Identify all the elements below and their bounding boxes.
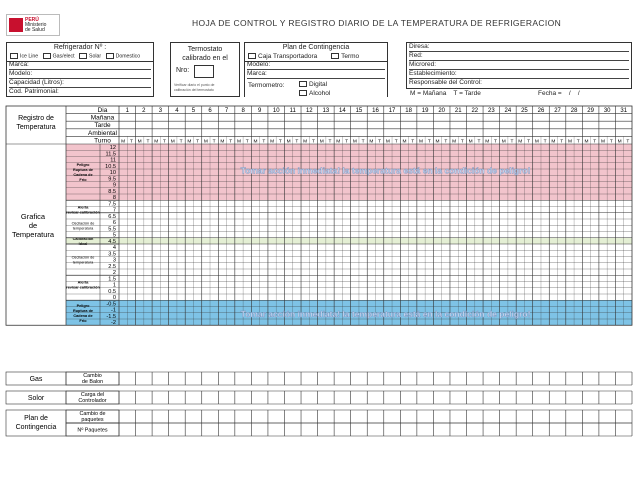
- shift-m: M: [319, 139, 324, 145]
- day-number: 31: [620, 108, 628, 114]
- shift-m: M: [303, 139, 308, 145]
- day-number: 13: [322, 108, 330, 114]
- day-number: 18: [405, 108, 412, 114]
- shift-m: M: [170, 139, 175, 145]
- day-number: 11: [289, 108, 296, 114]
- ideal-band: [66, 238, 632, 244]
- alert-label-bottom: Alerta: [77, 280, 89, 285]
- temp-tick: 9: [112, 182, 116, 189]
- shift-m: M: [137, 139, 142, 145]
- day-number: 12: [305, 108, 313, 114]
- field-red[interactable]: Red:: [409, 52, 629, 61]
- temp-tick: 2.5: [108, 263, 116, 270]
- shift-t: T: [593, 139, 597, 145]
- day-number: 24: [504, 108, 512, 114]
- alert-label-top: Alerta: [77, 205, 89, 210]
- shift-m: M: [534, 139, 539, 145]
- danger-label-top: Frio: [79, 178, 87, 183]
- day-number: 10: [272, 108, 280, 114]
- shift-t: T: [527, 139, 531, 145]
- temp-tick: 1.5: [108, 276, 116, 283]
- shift-m: M: [385, 139, 390, 145]
- calibration-label: Ideal: [78, 241, 88, 246]
- fridge-header: Refrigerador Nº :: [53, 44, 107, 51]
- day-number: 25: [521, 108, 528, 114]
- shift-t: T: [262, 139, 266, 145]
- shift-t: T: [494, 139, 497, 145]
- day-number: 17: [388, 108, 396, 114]
- danger-label-top: Cadena de: [73, 173, 93, 178]
- shift-m: M: [253, 139, 258, 145]
- shift-t: T: [510, 139, 514, 145]
- field-diresa[interactable]: Diresa:: [409, 43, 629, 52]
- shift-t: T: [245, 139, 249, 145]
- option-digital[interactable]: Digital: [299, 81, 327, 88]
- danger-overlay-bottom: Tomar acción inmediata! la temperatura está en la condición de peligro!: [240, 309, 531, 320]
- register-label-2: Temperatura: [16, 124, 56, 131]
- shift-t: T: [311, 139, 315, 145]
- temp-tick: 7.5: [108, 201, 116, 208]
- shift-t: T: [378, 139, 382, 145]
- shift-m: M: [369, 139, 374, 145]
- day-number: 22: [471, 108, 479, 114]
- graph-label-2: de: [28, 221, 38, 230]
- shift-m: M: [601, 139, 606, 145]
- day-number: 4: [175, 108, 179, 114]
- oscillation-label-2: Oscilación de: [71, 255, 95, 260]
- gas-item-2: de Balon: [81, 379, 104, 385]
- day-number: 19: [421, 108, 429, 114]
- day-number: 15: [355, 108, 363, 114]
- day-number: 3: [158, 108, 163, 114]
- shift-m: M: [236, 139, 241, 145]
- temp-tick: 3.5: [108, 251, 116, 258]
- shift-t: T: [560, 139, 564, 145]
- temp-tick: 1: [112, 282, 116, 289]
- page-title: HOJA DE CONTROL Y REGISTRO DIARIO DE LA TEMPERATURA DE REFRIGERACION: [192, 18, 562, 28]
- gas-label: Gas: [29, 376, 43, 383]
- danger-overlay-top: Tomar acción inmediata! la temperatura está en la condición de peligro!: [240, 165, 531, 176]
- temp-tick: 5: [112, 232, 116, 239]
- day-number: 26: [537, 108, 545, 114]
- shift-m: M: [336, 139, 341, 145]
- day-number: 9: [257, 108, 262, 114]
- temp-tick: 6.5: [108, 213, 116, 220]
- shift-t: T: [427, 139, 431, 145]
- thermostat-nro-label: Nro:: [176, 67, 190, 74]
- day-number: 5: [191, 108, 196, 114]
- contingency-marca[interactable]: Marca:: [247, 70, 385, 79]
- plan-item-2: paquetes: [81, 417, 104, 423]
- solar-item-2: Controlador: [78, 398, 107, 404]
- oscillation-label-2: temperatura: [72, 260, 94, 265]
- shift-t: T: [328, 139, 332, 145]
- field-capacidad[interactable]: Capacidad (Litros):: [9, 79, 151, 88]
- danger-label-bottom: Peligro: [76, 303, 90, 308]
- solar-label: Solor: [27, 395, 45, 402]
- alert-label-top: revisar calibración: [66, 210, 100, 215]
- shift-t: T: [543, 139, 547, 145]
- plan-label: Plan de: [24, 415, 48, 422]
- shift-m: M: [435, 139, 440, 145]
- shift-m: M: [121, 139, 126, 145]
- plan-item: Nº Paquetes: [77, 427, 108, 434]
- day-number: 7: [224, 108, 229, 114]
- shift-t: T: [146, 139, 150, 145]
- danger-label-top: Ruptura de: [72, 168, 94, 173]
- header-row-label: Turno: [94, 137, 111, 145]
- temp-tick: 4.5: [108, 238, 116, 245]
- temp-tick: 7: [112, 207, 116, 214]
- shift-m: M: [187, 139, 192, 145]
- shift-m: M: [584, 139, 589, 145]
- day-number: 2: [142, 108, 146, 114]
- temp-tick: 6: [112, 220, 116, 226]
- contingency-options: Caja Transportadora Termo: [248, 53, 359, 60]
- temp-tick: 11.5: [105, 151, 116, 158]
- field-modelo[interactable]: Modelo:: [9, 70, 151, 79]
- logo-text: PERÚ Ministerio de Salud: [25, 17, 47, 33]
- shift-m: M: [518, 139, 523, 145]
- danger-label-top: Peligro: [76, 163, 90, 168]
- day-number: 20: [438, 108, 446, 114]
- thermostat-note: Verificar diario el punto de calibración del termostato: [174, 83, 215, 92]
- temp-tick: -2: [111, 320, 116, 326]
- date-field[interactable]: Fecha = / /: [538, 90, 580, 97]
- temp-tick: 4: [112, 245, 116, 251]
- temp-tick: 11: [110, 157, 116, 164]
- contingency-header: Plan de Contingencia: [282, 44, 350, 51]
- shift-t: T: [179, 139, 183, 145]
- day-number: 16: [372, 108, 379, 114]
- field-microred[interactable]: Microred:: [409, 61, 629, 70]
- shift-m: M: [468, 139, 473, 145]
- field-establecimiento[interactable]: Establecimiento:: [409, 70, 629, 79]
- shift-m: M: [286, 139, 291, 145]
- temp-tick: 2: [112, 270, 116, 276]
- temp-tick: -1: [111, 307, 116, 314]
- gas-item: Cambio: [83, 373, 102, 379]
- shift-t: T: [394, 139, 398, 145]
- danger-label-bottom: Frio: [79, 318, 87, 323]
- shift-t: T: [626, 139, 630, 145]
- shift-m: M: [501, 139, 506, 145]
- shift-m: M: [402, 139, 407, 145]
- day-number: 8: [241, 108, 245, 114]
- temp-tick: 8.5: [108, 188, 116, 195]
- temp-tick: -1.5: [106, 313, 116, 320]
- temp-tick: -0.5: [106, 301, 116, 308]
- header-row-label: Mañana: [90, 114, 115, 122]
- shift-m: M: [617, 139, 622, 145]
- temp-tick: 10.5: [105, 163, 116, 170]
- day-number: 23: [487, 108, 495, 114]
- contingency-modelo[interactable]: Modelo:: [247, 61, 385, 70]
- graph-label: Grafica: [20, 212, 46, 221]
- solar-item: Carga del: [80, 392, 105, 398]
- temp-tick: 12: [109, 145, 116, 151]
- oscillation-label: temperatura: [72, 226, 94, 231]
- temp-tick: 9.5: [108, 176, 116, 183]
- day-number: 29: [587, 108, 594, 114]
- plan-label-box: [6, 410, 66, 436]
- shift-t: T: [444, 139, 448, 145]
- thermometer-label: Termometro:: [248, 82, 285, 89]
- shift-t: T: [129, 139, 133, 145]
- shift-m: M: [220, 139, 225, 145]
- shift-t: T: [163, 139, 166, 145]
- shift-t: T: [411, 139, 415, 145]
- field-marca[interactable]: Marca:: [9, 61, 151, 70]
- danger-label-bottom: Ruptura de: [72, 308, 94, 313]
- day-number: 1: [125, 108, 129, 114]
- field-responsable[interactable]: Responsable del Control:: [409, 79, 482, 86]
- shift-t: T: [345, 139, 349, 145]
- alert-label-bottom: revisar calibración: [66, 285, 100, 290]
- day-number: 30: [603, 108, 611, 114]
- shift-m: M: [567, 139, 572, 145]
- day-number: 27: [554, 108, 561, 114]
- thermostat-title: Termostato calibrado en el: [182, 46, 228, 62]
- shift-legend: M = Mañana T = Tarde: [410, 90, 481, 97]
- shift-t: T: [361, 139, 365, 145]
- fridge-types: Ice Line Gas/elect Solar Domestico: [10, 53, 140, 60]
- day-number: 6: [208, 108, 212, 114]
- shift-t: T: [576, 139, 580, 145]
- shift-m: M: [419, 139, 424, 145]
- shift-m: M: [485, 139, 490, 145]
- shift-t: T: [196, 139, 200, 145]
- temp-tick: 3: [112, 257, 116, 264]
- plan-label-2: Contingencia: [15, 424, 57, 431]
- calibration-label: Calibración: [72, 236, 94, 241]
- header-row-label: Ambiental: [88, 129, 117, 137]
- shift-t: T: [477, 139, 481, 145]
- shift-t: T: [278, 139, 282, 145]
- shift-m: M: [352, 139, 357, 145]
- field-cod-patrimonial[interactable]: Cod. Patrimonial:: [9, 88, 59, 95]
- shift-m: M: [203, 139, 208, 145]
- day-number: 21: [454, 108, 462, 114]
- shift-t: T: [229, 139, 233, 145]
- temp-tick: 5.5: [108, 226, 116, 233]
- danger-label-bottom: Cadena de: [73, 313, 93, 318]
- shift-t: T: [609, 139, 613, 145]
- shift-m: M: [452, 139, 457, 145]
- temp-tick: 0: [112, 295, 116, 301]
- day-number: 14: [339, 108, 346, 114]
- header-row-label: Tarde: [94, 122, 111, 130]
- shift-m: M: [270, 139, 275, 145]
- oscillation-label: Oscilación de: [71, 221, 95, 226]
- day-number: 28: [570, 108, 578, 114]
- shift-t: T: [295, 139, 299, 145]
- option-alcohol[interactable]: Alcohol: [299, 90, 330, 97]
- shift-m: M: [551, 139, 556, 145]
- register-label: Registro de: [18, 115, 54, 122]
- temp-tick: 10: [109, 170, 116, 176]
- temp-tick: 0.5: [108, 288, 116, 295]
- plan-item: Cambio de: [79, 411, 106, 417]
- shift-m: M: [154, 139, 159, 145]
- header-row-label: Dia: [97, 107, 108, 114]
- shift-t: T: [212, 139, 216, 145]
- shift-t: T: [460, 139, 464, 145]
- temp-tick: 8: [112, 195, 116, 201]
- graph-label-3: Temperatura: [11, 230, 55, 239]
